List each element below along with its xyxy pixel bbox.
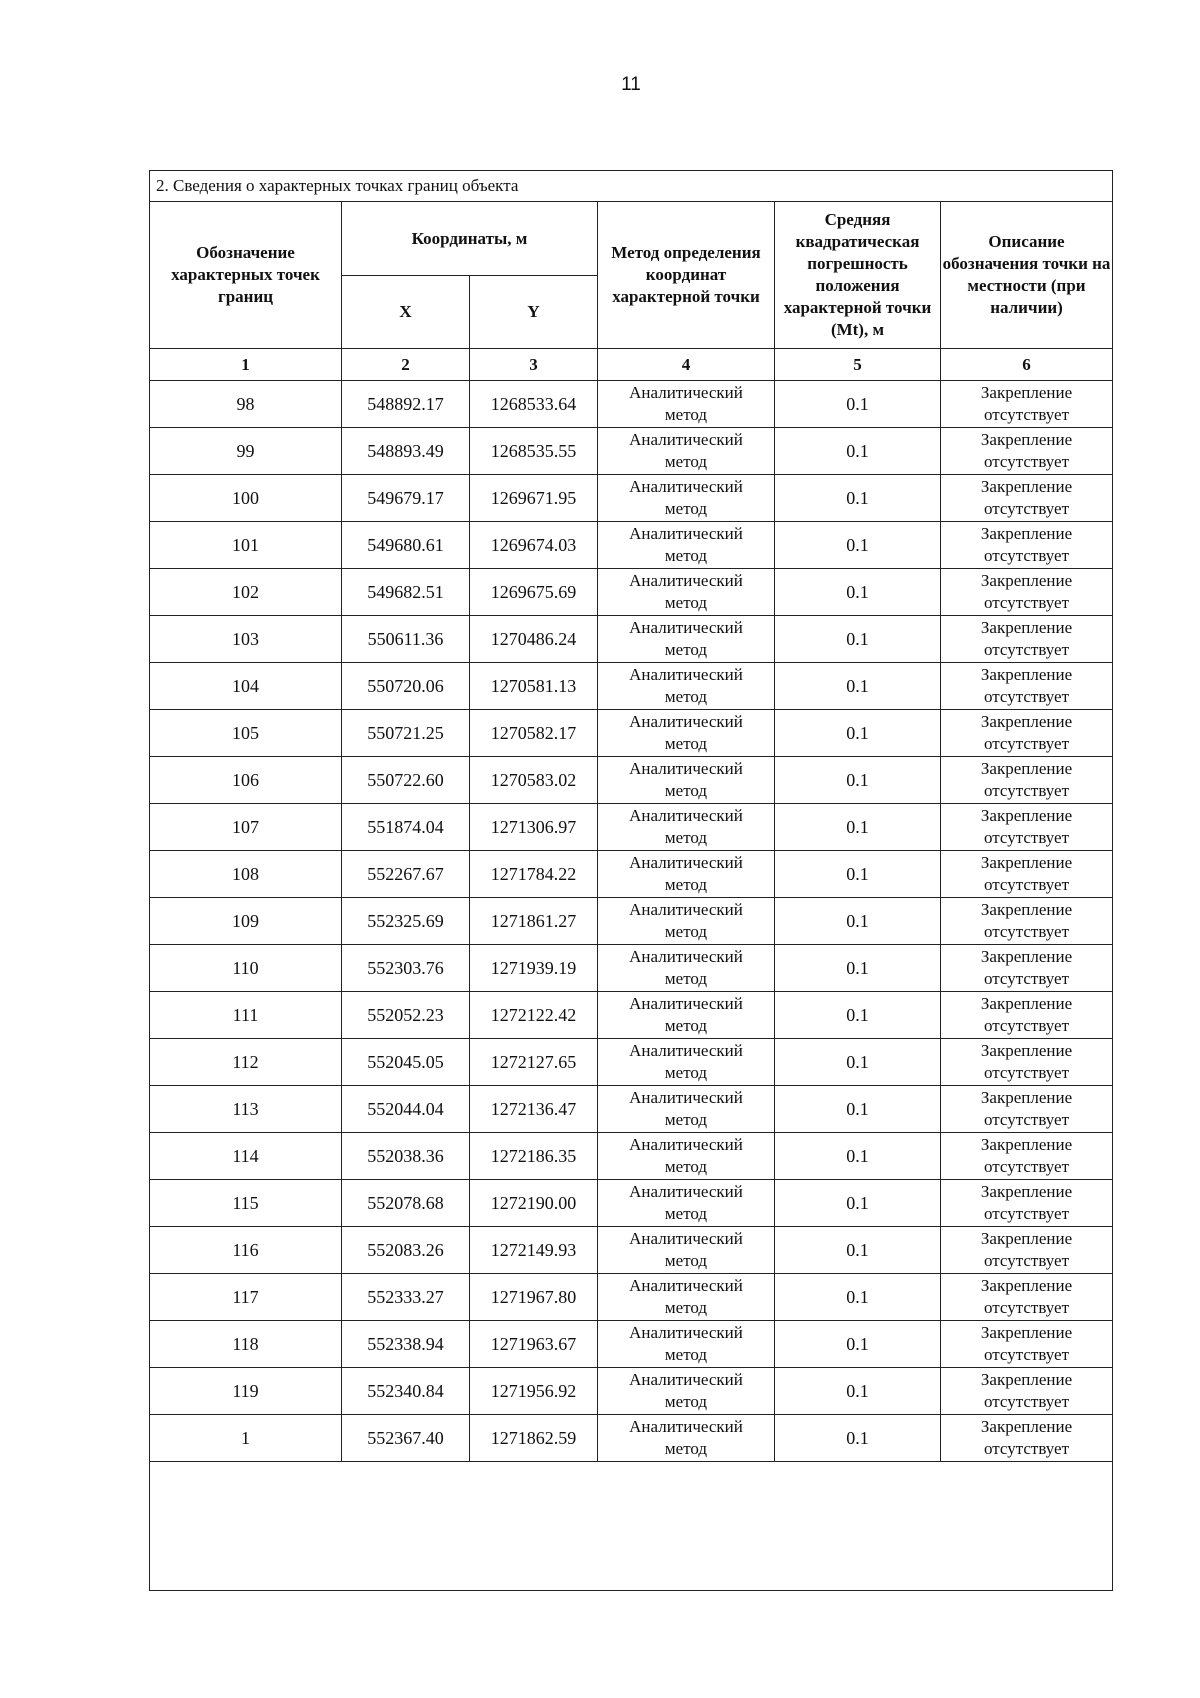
header-coordinates: Координаты, м: [342, 202, 598, 276]
coord-y: 1270581.13: [470, 663, 598, 710]
point-id: 104: [150, 663, 342, 710]
description-cell-line: Закрепление: [980, 571, 1073, 590]
table-body: [150, 381, 1113, 1462]
method-cell-line: метод: [664, 1345, 708, 1364]
empty-footer-row: [150, 1462, 1113, 1591]
table-row: [150, 663, 1113, 710]
method-cell-line: метод: [664, 405, 708, 424]
table-row: [150, 1039, 1113, 1086]
coord-y: 1268533.64: [470, 381, 598, 428]
description-cell-line: отсутствует: [983, 1251, 1070, 1270]
coord-x: 548893.49: [342, 428, 470, 475]
header-x: X: [342, 276, 470, 349]
coord-y: 1272122.42: [470, 992, 598, 1039]
method-cell-line: Аналитический: [629, 477, 743, 496]
description-cell-line: Закрепление: [980, 900, 1073, 919]
coord-x: 549679.17: [342, 475, 470, 522]
point-id: 106: [150, 757, 342, 804]
table-caption: 2. Сведения о характерных точках границ объекта: [150, 171, 1113, 202]
description-cell-line: отсутствует: [983, 922, 1070, 941]
error-value: 0.1: [775, 616, 941, 663]
method-cell-line: Аналитический: [629, 900, 743, 919]
coord-y: 1272136.47: [470, 1086, 598, 1133]
method-cell: [598, 804, 775, 851]
description-cell: [941, 1133, 1113, 1180]
method-cell-line: метод: [664, 781, 708, 800]
error-value: 0.1: [775, 804, 941, 851]
point-id: 114: [150, 1133, 342, 1180]
method-cell: [598, 1368, 775, 1415]
description-cell-line: Закрепление: [980, 1135, 1073, 1154]
method-cell-line: метод: [664, 922, 708, 941]
method-cell-line: метод: [664, 1392, 708, 1411]
description-cell-line: Закрепление: [980, 853, 1073, 872]
column-number: 3: [470, 349, 598, 381]
description-cell-line: Закрепление: [980, 1370, 1073, 1389]
error-value: 0.1: [775, 1274, 941, 1321]
description-cell-line: Закрепление: [980, 994, 1073, 1013]
error-value: 0.1: [775, 428, 941, 475]
point-id: 108: [150, 851, 342, 898]
method-cell-line: Аналитический: [629, 665, 743, 684]
description-cell-line: отсутствует: [983, 734, 1070, 753]
table-row: [150, 1321, 1113, 1368]
coord-y: 1271956.92: [470, 1368, 598, 1415]
method-cell-line: Аналитический: [629, 759, 743, 778]
method-cell: [598, 992, 775, 1039]
method-cell-line: Аналитический: [629, 524, 743, 543]
coord-x: 552045.05: [342, 1039, 470, 1086]
header-method: Метод определения координат характерной точки: [598, 202, 775, 349]
description-cell: [941, 1227, 1113, 1274]
description-cell-line: Закрепление: [980, 1229, 1073, 1248]
description-cell: [941, 616, 1113, 663]
error-value: 0.1: [775, 992, 941, 1039]
column-number: 5: [775, 349, 941, 381]
table-row: [150, 1368, 1113, 1415]
coord-x: 552038.36: [342, 1133, 470, 1180]
description-cell: [941, 1086, 1113, 1133]
description-cell: [941, 1180, 1113, 1227]
coord-x: 550722.60: [342, 757, 470, 804]
description-cell: [941, 475, 1113, 522]
description-cell-line: отсутствует: [983, 969, 1070, 988]
description-cell: [941, 898, 1113, 945]
point-id: 110: [150, 945, 342, 992]
description-cell-line: отсутствует: [983, 546, 1070, 565]
coord-y: 1272149.93: [470, 1227, 598, 1274]
coord-y: 1272186.35: [470, 1133, 598, 1180]
method-cell-line: Аналитический: [629, 1135, 743, 1154]
column-number: 6: [941, 349, 1113, 381]
description-cell-line: отсутствует: [983, 875, 1070, 894]
method-cell: [598, 381, 775, 428]
coord-x: 552340.84: [342, 1368, 470, 1415]
table-row: [150, 710, 1113, 757]
coord-y: 1271306.97: [470, 804, 598, 851]
coord-x: 552367.40: [342, 1415, 470, 1462]
description-cell: [941, 1274, 1113, 1321]
coord-x: 550721.25: [342, 710, 470, 757]
method-cell: [598, 1039, 775, 1086]
point-id: 105: [150, 710, 342, 757]
coord-y: 1271963.67: [470, 1321, 598, 1368]
method-cell-line: Аналитический: [629, 947, 743, 966]
description-cell-line: Закрепление: [980, 1088, 1073, 1107]
table-row: [150, 1415, 1113, 1462]
description-cell-line: отсутствует: [983, 593, 1070, 612]
method-cell: [598, 1086, 775, 1133]
description-cell: [941, 945, 1113, 992]
error-value: 0.1: [775, 663, 941, 710]
method-cell: [598, 663, 775, 710]
coord-y: 1270486.24: [470, 616, 598, 663]
method-cell-line: метод: [664, 969, 708, 988]
coord-x: 552078.68: [342, 1180, 470, 1227]
point-id: 111: [150, 992, 342, 1039]
description-cell: [941, 428, 1113, 475]
description-cell: [941, 1039, 1113, 1086]
coord-x: 552052.23: [342, 992, 470, 1039]
description-cell-line: Закрепление: [980, 1323, 1073, 1342]
description-cell-line: отсутствует: [983, 1439, 1070, 1458]
description-cell: [941, 804, 1113, 851]
description-cell-line: Закрепление: [980, 947, 1073, 966]
method-cell-line: метод: [664, 1251, 708, 1270]
description-cell-line: Закрепление: [980, 1417, 1073, 1436]
error-value: 0.1: [775, 1133, 941, 1180]
description-cell: [941, 1368, 1113, 1415]
description-cell: [941, 992, 1113, 1039]
coord-y: 1269674.03: [470, 522, 598, 569]
method-cell-line: Аналитический: [629, 1088, 743, 1107]
coord-y: 1271784.22: [470, 851, 598, 898]
description-cell-line: отсутствует: [983, 640, 1070, 659]
description-cell-line: отсутствует: [983, 1392, 1070, 1411]
column-number: 1: [150, 349, 342, 381]
description-cell-line: отсутствует: [983, 1157, 1070, 1176]
description-cell-line: отсутствует: [983, 1063, 1070, 1082]
method-cell-line: метод: [664, 1439, 708, 1458]
point-id: 116: [150, 1227, 342, 1274]
point-id: 99: [150, 428, 342, 475]
coord-x: 550611.36: [342, 616, 470, 663]
description-cell: [941, 757, 1113, 804]
coord-x: 549682.51: [342, 569, 470, 616]
point-id: 100: [150, 475, 342, 522]
description-cell-line: отсутствует: [983, 687, 1070, 706]
point-id: 115: [150, 1180, 342, 1227]
header-description: Описание обозначения точки на местности (при наличии): [941, 202, 1113, 349]
point-id: 103: [150, 616, 342, 663]
description-cell: [941, 569, 1113, 616]
method-cell-line: метод: [664, 1063, 708, 1082]
method-cell-line: метод: [664, 452, 708, 471]
coord-x: 552083.26: [342, 1227, 470, 1274]
error-value: 0.1: [775, 569, 941, 616]
method-cell-line: Аналитический: [629, 806, 743, 825]
error-value: 0.1: [775, 475, 941, 522]
description-cell-line: отсутствует: [983, 1298, 1070, 1317]
method-cell-line: метод: [664, 828, 708, 847]
point-id: 119: [150, 1368, 342, 1415]
method-cell-line: метод: [664, 1298, 708, 1317]
method-cell-line: метод: [664, 1110, 708, 1129]
coord-y: 1269675.69: [470, 569, 598, 616]
coord-y: 1271967.80: [470, 1274, 598, 1321]
description-cell-line: Закрепление: [980, 806, 1073, 825]
method-cell-line: Аналитический: [629, 1276, 743, 1295]
table-row: [150, 1086, 1113, 1133]
table-row: [150, 757, 1113, 804]
column-number: 2: [342, 349, 470, 381]
table-row: [150, 522, 1113, 569]
method-cell-line: Аналитический: [629, 571, 743, 590]
error-value: 0.1: [775, 1321, 941, 1368]
error-value: 0.1: [775, 1039, 941, 1086]
description-cell-line: отсутствует: [983, 781, 1070, 800]
description-cell-line: Закрепление: [980, 524, 1073, 543]
method-cell-line: метод: [664, 640, 708, 659]
point-id: 102: [150, 569, 342, 616]
method-cell: [598, 898, 775, 945]
error-value: 0.1: [775, 522, 941, 569]
error-value: 0.1: [775, 1180, 941, 1227]
method-cell-line: Аналитический: [629, 994, 743, 1013]
error-value: 0.1: [775, 851, 941, 898]
description-cell-line: Закрепление: [980, 430, 1073, 449]
description-cell: [941, 1415, 1113, 1462]
method-cell-line: Аналитический: [629, 1323, 743, 1342]
table-row: [150, 1133, 1113, 1180]
coord-x: 552044.04: [342, 1086, 470, 1133]
description-cell-line: Закрепление: [980, 383, 1073, 402]
method-cell-line: метод: [664, 875, 708, 894]
description-cell-line: отсутствует: [983, 499, 1070, 518]
method-cell: [598, 475, 775, 522]
method-cell: [598, 1321, 775, 1368]
method-cell-line: Аналитический: [629, 1229, 743, 1248]
header-designation: Обозначение характерных точек границ: [150, 202, 342, 349]
method-cell-line: Аналитический: [629, 712, 743, 731]
description-cell: [941, 851, 1113, 898]
coord-x: 552338.94: [342, 1321, 470, 1368]
error-value: 0.1: [775, 1086, 941, 1133]
table-row: [150, 992, 1113, 1039]
method-cell-line: метод: [664, 687, 708, 706]
description-cell-line: Закрепление: [980, 712, 1073, 731]
method-cell-line: Аналитический: [629, 1370, 743, 1389]
description-cell: [941, 381, 1113, 428]
coord-y: 1272190.00: [470, 1180, 598, 1227]
description-cell: [941, 522, 1113, 569]
error-value: 0.1: [775, 381, 941, 428]
coord-x: 548892.17: [342, 381, 470, 428]
description-cell-line: отсутствует: [983, 1016, 1070, 1035]
description-cell-line: Закрепление: [980, 477, 1073, 496]
description-cell-line: Закрепление: [980, 1276, 1073, 1295]
point-id: 107: [150, 804, 342, 851]
column-number: 4: [598, 349, 775, 381]
method-cell-line: Аналитический: [629, 618, 743, 637]
header-y: Y: [470, 276, 598, 349]
table-row: [150, 616, 1113, 663]
method-cell: [598, 1274, 775, 1321]
table-row: [150, 475, 1113, 522]
error-value: 0.1: [775, 945, 941, 992]
method-cell: [598, 1133, 775, 1180]
table-row: [150, 945, 1113, 992]
point-id: 1: [150, 1415, 342, 1462]
method-cell-line: метод: [664, 499, 708, 518]
coord-y: 1270583.02: [470, 757, 598, 804]
method-cell: [598, 1227, 775, 1274]
description-cell-line: отсутствует: [983, 1345, 1070, 1364]
description-cell-line: Закрепление: [980, 665, 1073, 684]
coord-x: 550720.06: [342, 663, 470, 710]
coord-x: 552303.76: [342, 945, 470, 992]
coord-y: 1271861.27: [470, 898, 598, 945]
method-cell-line: метод: [664, 1204, 708, 1223]
coord-x: 551874.04: [342, 804, 470, 851]
method-cell-line: метод: [664, 593, 708, 612]
table-row: [150, 851, 1113, 898]
description-cell-line: отсутствует: [983, 1204, 1070, 1223]
column-number-row: [150, 349, 1113, 381]
coord-x: 552267.67: [342, 851, 470, 898]
method-cell-line: метод: [664, 734, 708, 753]
table-row: [150, 381, 1113, 428]
table-row: [150, 804, 1113, 851]
coord-y: 1271862.59: [470, 1415, 598, 1462]
coord-x: 549680.61: [342, 522, 470, 569]
point-id: 117: [150, 1274, 342, 1321]
point-id: 101: [150, 522, 342, 569]
method-cell-line: метод: [664, 1016, 708, 1035]
point-id: 98: [150, 381, 342, 428]
method-cell-line: Аналитический: [629, 1182, 743, 1201]
method-cell: [598, 522, 775, 569]
method-cell: [598, 428, 775, 475]
description-cell-line: Закрепление: [980, 1182, 1073, 1201]
description-cell-line: Закрепление: [980, 618, 1073, 637]
point-id: 109: [150, 898, 342, 945]
description-cell-line: отсутствует: [983, 452, 1070, 471]
error-value: 0.1: [775, 898, 941, 945]
method-cell: [598, 1180, 775, 1227]
method-cell: [598, 851, 775, 898]
coord-x: 552325.69: [342, 898, 470, 945]
error-value: 0.1: [775, 710, 941, 757]
method-cell-line: Аналитический: [629, 1417, 743, 1436]
description-cell-line: отсутствует: [983, 828, 1070, 847]
description-cell: [941, 663, 1113, 710]
coord-y: 1270582.17: [470, 710, 598, 757]
point-id: 113: [150, 1086, 342, 1133]
method-cell-line: метод: [664, 1157, 708, 1176]
coord-y: 1269671.95: [470, 475, 598, 522]
point-id: 118: [150, 1321, 342, 1368]
description-cell: [941, 710, 1113, 757]
coord-y: 1271939.19: [470, 945, 598, 992]
method-cell-line: Аналитический: [629, 383, 743, 402]
description-cell-line: Закрепление: [980, 1041, 1073, 1060]
description-cell-line: Закрепление: [980, 759, 1073, 778]
method-cell-line: Аналитический: [629, 430, 743, 449]
coord-x: 552333.27: [342, 1274, 470, 1321]
table-row: [150, 1180, 1113, 1227]
empty-footer-cell: [150, 1462, 1113, 1591]
coord-y: 1272127.65: [470, 1039, 598, 1086]
table-row: [150, 898, 1113, 945]
method-cell-line: метод: [664, 546, 708, 565]
method-cell: [598, 710, 775, 757]
table-row: [150, 428, 1113, 475]
point-id: 112: [150, 1039, 342, 1086]
error-value: 0.1: [775, 1415, 941, 1462]
header-error: Средняя квадратическая погрешность положения характерной точки (Mt), м: [775, 202, 941, 349]
method-cell: [598, 569, 775, 616]
error-value: 0.1: [775, 757, 941, 804]
method-cell-line: Аналитический: [629, 1041, 743, 1060]
page-number: 11: [621, 74, 641, 95]
boundary-points-table: [149, 170, 1113, 1591]
method-cell: [598, 945, 775, 992]
description-cell: [941, 1321, 1113, 1368]
table-row: [150, 1274, 1113, 1321]
error-value: 0.1: [775, 1368, 941, 1415]
method-cell: [598, 616, 775, 663]
method-cell-line: Аналитический: [629, 853, 743, 872]
table-row: [150, 569, 1113, 616]
method-cell: [598, 1415, 775, 1462]
error-value: 0.1: [775, 1227, 941, 1274]
coord-y: 1268535.55: [470, 428, 598, 475]
table-row: [150, 1227, 1113, 1274]
description-cell-line: отсутствует: [983, 405, 1070, 424]
description-cell-line: отсутствует: [983, 1110, 1070, 1129]
method-cell: [598, 757, 775, 804]
